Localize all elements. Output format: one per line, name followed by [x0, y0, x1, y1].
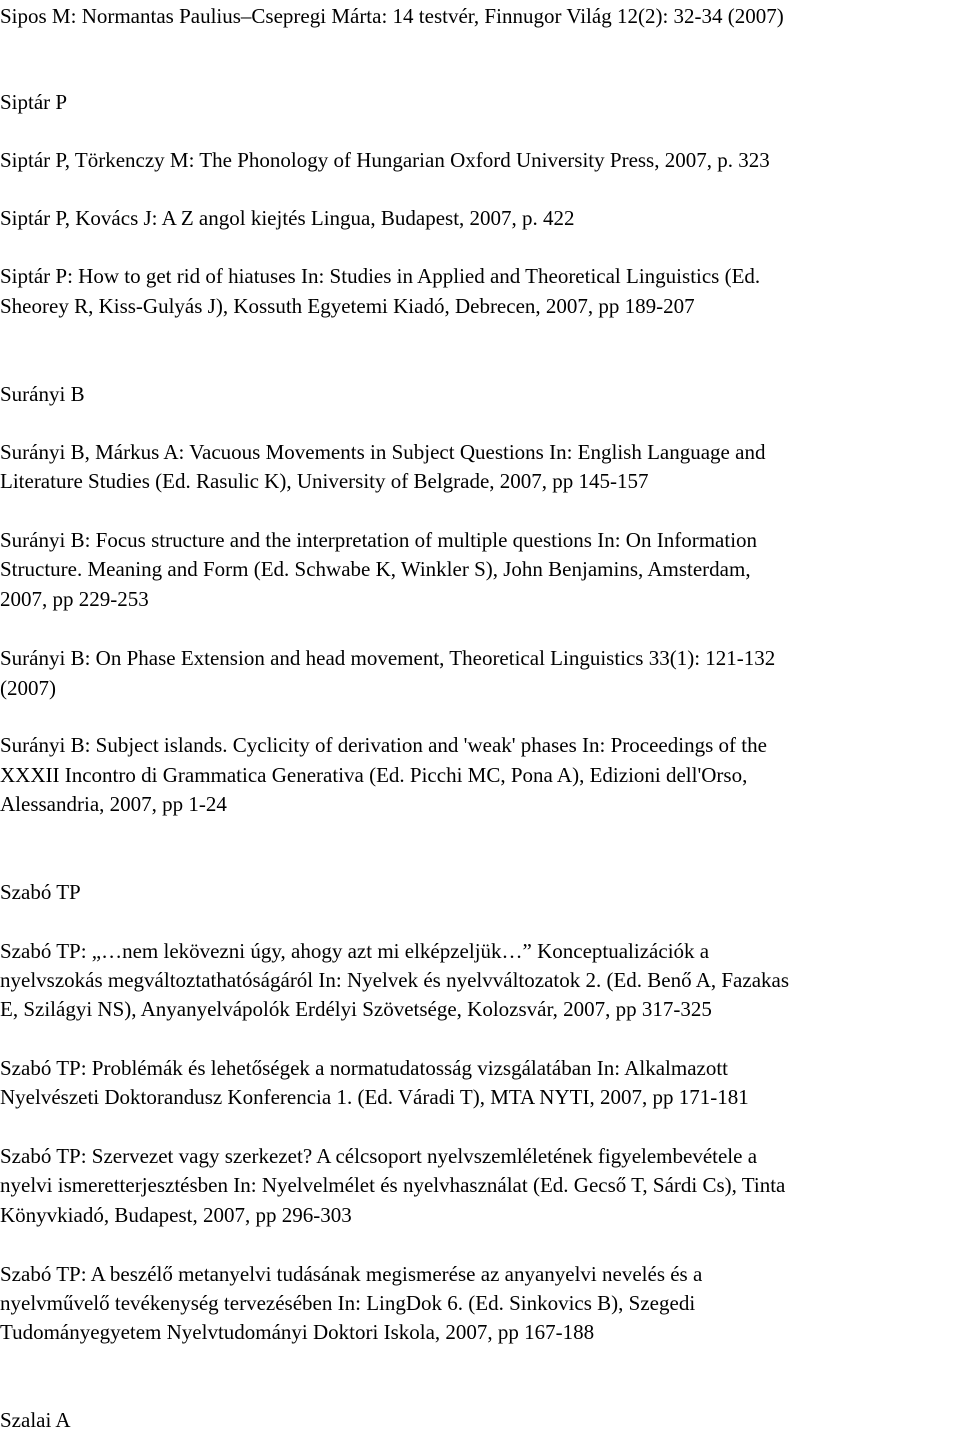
- author-heading: Siptár P: [0, 90, 68, 114]
- text-line: Tudományegyetem Nyelvtudományi Doktori Iskola, 2007, pp 167-188: [0, 1320, 595, 1344]
- text-line: Siptár P: How to get rid of hiatuses In: Studies in Applied and Theoretical Linguistics (Ed.: [0, 264, 761, 288]
- text-line: (2007): [0, 676, 56, 700]
- text-line: Structure. Meaning and Form (Ed. Schwabe K, Winkler S), John Benjamins, Amsterdam,: [0, 557, 751, 581]
- text-line: Surányi B: Subject islands. Cyclicity of derivation and 'weak' phases In: Proceedings of the: [0, 733, 767, 757]
- text-line: Surányi B, Márkus A: Vacuous Movements in Subject Questions In: English Language and: [0, 440, 766, 464]
- text-line: Szabó TP: Problémák és lehetőségek a normatudatosság vizsgálatában In: Alkalmazott: [0, 1056, 729, 1080]
- text-line: Siptár P, Kovács J: A Z angol kiejtés Lingua, Budapest, 2007, p. 422: [0, 206, 575, 230]
- author-heading: Szabó TP: [0, 880, 81, 904]
- text-line: 2007, pp 229-253: [0, 587, 149, 611]
- author-heading: Szalai A: [0, 1408, 71, 1432]
- text-line: Könyvkiadó, Budapest, 2007, pp 296-303: [0, 1203, 352, 1227]
- text-line: XXXII Incontro di Grammatica Generativa (Ed. Picchi MC, Pona A), Edizioni dell'Orso,: [0, 763, 748, 787]
- text-line: nyelvművelő tevékenység tervezésében In: LingDok 6. (Ed. Sinkovics B), Szegedi: [0, 1291, 696, 1315]
- text-line: nyelvszokás megváltoztathatóságáról In: Nyelvek és nyelvváltozatok 2. (Ed. Benő A, Fazakas: [0, 968, 790, 992]
- author-heading: Surányi B: [0, 382, 85, 406]
- text-line: Siptár P, Törkenczy M: The Phonology of Hungarian Oxford University Press, 2007, p. 323: [0, 148, 770, 172]
- text-line: Alessandria, 2007, pp 1-24: [0, 792, 227, 816]
- text-line: Szabó TP: „…nem lekövezni úgy, ahogy azt mi elképzeljük…” Konceptualizációk a: [0, 939, 710, 963]
- text-line: E, Szilágyi NS), Anyanyelvápolók Erdélyi Szövetsége, Kolozsvár, 2007, pp 317-325: [0, 997, 712, 1021]
- text-line: Szabó TP: Szervezet vagy szerkezet? A célcsoport nyelvszemléletének figyelembevétele a: [0, 1144, 758, 1168]
- text-line: Sipos M: Normantas Paulius–Csepregi Márta: 14 testvér, Finnugor Világ 12(2): 32-34 (2007): [0, 4, 784, 28]
- text-line: Szabó TP: A beszélő metanyelvi tudásának megismerése az anyanyelvi nevelés és a: [0, 1262, 703, 1286]
- text-line: nyelvi ismeretterjesztésben In: Nyelvelmélet és nyelvhasználat (Ed. Gecső T, Sárdi Cs), Tinta: [0, 1173, 786, 1197]
- text-line: Literature Studies (Ed. Rasulic K), University of Belgrade, 2007, pp 145-157: [0, 469, 649, 493]
- text-line: Nyelvészeti Doktorandusz Konferencia 1. (Ed. Váradi T), MTA NYTI, 2007, pp 171-181: [0, 1085, 749, 1109]
- text-line: Surányi B: On Phase Extension and head movement, Theoretical Linguistics 33(1): 121-132: [0, 646, 776, 670]
- text-line: Surányi B: Focus structure and the interpretation of multiple questions In: On Information: [0, 528, 758, 552]
- text-line: Sheorey R, Kiss-Gulyás J), Kossuth Egyetemi Kiadó, Debrecen, 2007, pp 189-207: [0, 294, 695, 318]
